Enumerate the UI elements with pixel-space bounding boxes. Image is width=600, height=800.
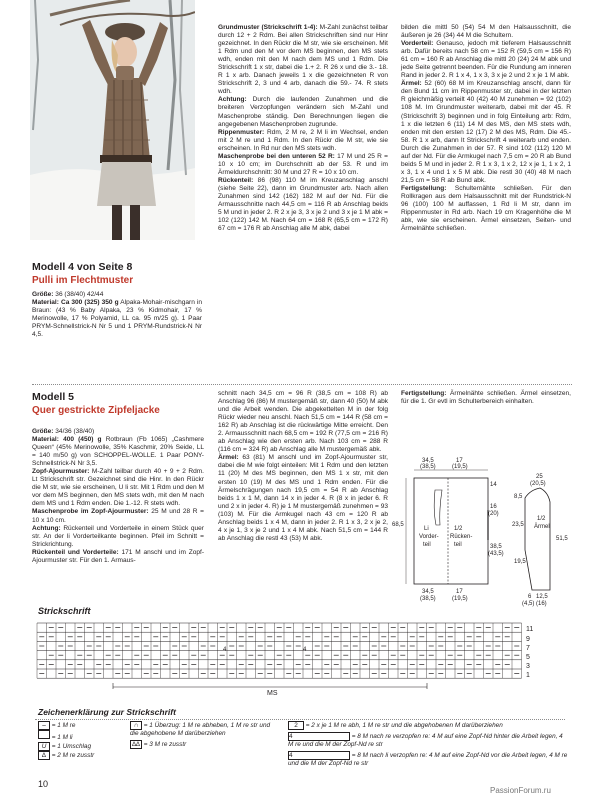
strickschrift-chart [35,617,560,697]
dim-top2b: (19,5) [452,464,468,470]
paragraph: Rückenteil und Vorderteile: 171 M anschl und im Zopf-Ajourmuster str. Für den 1. Armaus- [32,548,205,564]
label-aermel: Ärmel [534,524,550,530]
row-number: 7 [526,645,530,652]
dim-arm-top: 25 [536,474,543,480]
modell5-title: Modell 5 [32,391,75,403]
dim-top1b: (38,5) [420,464,436,470]
dim-bot2: 17 [456,589,463,595]
label-teil: teil [423,542,431,548]
legend-item: ∆∆ = 3 M re zusstr [130,740,275,749]
legend-item: ∆ = 2 M re zusstr [38,751,108,760]
dim-left-height: 68,5 [392,522,404,528]
dim-arm-bot4: (4,5) [522,601,535,607]
modell4-subtitle: Pulli im Flechtmuster [32,275,134,286]
schnitt-diagram [390,450,580,610]
ms-label: MS [267,690,278,697]
modell5-col1 [32,428,204,565]
paragraph: Ärmel: 52 (60) 68 M im Kreuzanschlag anschl, dann für den Bund 11 cm im Rippenmuster str, dabei in der letzten R gleichmäßig verteilt 40 (42) 40 M zunehmen = 92 (102) 108 M. Im Grundmuster weiterarb, dabei mit der 45. R (Strickschrift 3) beginnen und in folg Einteilung arb: Rdm, 1 x die letzten 6 (11) 14 M des MS, den MS stets wdh, enden mit den ersten 12 (17) 2 M des MS, Rdm. Die 45.- 58. R 1 x arb, dann It Strickschrift 4 weiterarb und enden. Durch die Zunahmen in der 57. R sind 102 (112) 120 M auf der Nd. Für die Armkugel nach 7,5 cm = 20 R ab Bund beids 5 M und in jeder 2. R 1 x 3, 1 x 2, 12 x je 1, 1 x 2, 1 x 3, 1 x 4 und 1 x 5 M abk. Die restl 30 (40) 48 M nach 21,5 cm = 58 R ab Bund abk. [401,80,571,184]
label-vorder: Vorder- [419,534,439,540]
paragraph: Zopf-Ajourmuster: M-Zahl teilbar durch 40 + 9 + 2 Rdm. Lt Strickschrift str. Gezeichnet sind die Hinr. In den Rückr die M str, wie sie erscheinen, U li str. Mit 1 Rdm und den M vor dem MS beginnen, den MS stets wdh, mit den M nach dem MS und 1 Rdm enden. Die 1.-12. R stets wdh. [32,468,204,508]
legend-item: ∩ = 1 Überzug: 1 M re abheben, 1 M re str und die abgehobene M darüberziehen [130,722,271,737]
paragraph: Rippenmuster: Rdm, 2 M re, 2 M li im Wechsel, enden mit 2 M re und 1 Rdm. In den Rückr die M str, wie sie erscheinen. In Rd nur den MS stets wdh. [218,128,388,152]
dim-top2: 17 [456,458,463,464]
cable-number: 4 [303,647,307,653]
modell4-title: Modell 4 von Seite 8 [32,261,133,273]
modell4-header [32,261,202,287]
paragraph: Größe: 34/36 (38/40) [32,428,95,435]
paragraph: schnitt nach 34,5 cm = 96 R (38,5 cm = 108 R) ab Anschlag 96 (86) M mustergemäß str, dann 40 (50) M abk und die Arbeit wenden. Die abgekettelten M in der folg Rückr wieder neu anschl. Nach 51,5 cm = 144 R (58 cm = 162 R) ab Anschlag ist die rückwärtige Mitte erreicht. Den 2. Armausschnitt nach 68,5 cm = 192 R (77,5 cm = 216 R) ab Anschlag wie den ersten arb. Nach 103 cm = 288 R (116 cm = 324 R) ab Anschlag alle M mustergemäß abk. [218,390,388,454]
legend-divider [35,719,565,720]
paragraph: Material: 400 (450) g Rotbraun (Fb 1065) „Cashmere Queen“ (45% Merinowolle, 35% Kaschmir, 20% Seide, LL = 140 m/50 g) von SCHOPPEL-WOLLE. 1 Paar PONY-Schnellstrick-N Nr 3,5. [32,436,205,468]
sleeve-outline [525,488,550,590]
dim-top1: 34,5 [422,458,434,464]
legend-col3 [288,721,568,768]
dim-r385b: (43,5) [488,551,504,557]
modell4-col3 [401,24,571,233]
label-ruecken: Rücken- [450,534,473,540]
dim-r385: 38,5 [490,544,502,550]
dim-arm-bot3: (16) [536,601,547,607]
modell4-material: Material: Ca 300 (325) 350 g Alpaka-Mohair-mischgarn in Braun: (43 % Baby Alpaka, 23 % Kidmohair, 17 % Merinowolle, 17 % Polyamid, LL ca. 95 m/25 g). 1 Paar PRYM-Schnellstrick-N Nr 5 und 1 PRYM-Rundstrick-N Nr 4,5. [32,299,202,339]
legend-item: 2 = 2 x je 1 M re abh, 1 M re str und die abgehobenen M darüberziehen [288,721,568,730]
paragraph: Maschenprobe im Zopf-Ajourmuster: 25 M und 28 R = 10 x 10 cm. [32,508,204,524]
paragraph: Fertigstellung: Schulternähte schließen. Für den Rollkragen aus dem Halsausschnitt mit der Rundstrick-N 96 (100) 100 M auffassen, 1 Rd li M str, dann im Rippenmuster in Rd arb. Nach 19 cm Kragenhöhe die M abk, wie sie erscheinen. Ärmel einsetzen, Seiten- und Ärmelnähte schließen. [401,184,571,233]
dim-arm-bot1: 6 [528,594,532,600]
section-divider [32,384,572,385]
dim-bot1b: (38,5) [420,596,436,602]
row-number: 5 [526,654,530,661]
dim-arm-235: 23,5 [512,522,524,528]
dim-arm-topb: (20,5) [530,481,546,487]
page-number: 10 [38,779,49,789]
strickschrift-title: Strickschrift [38,606,91,616]
label-arm-half: 1/2 [537,516,546,522]
row-number: 11 [526,626,534,633]
paragraph: Achtung: Durch die laufenden Zunahmen und die breiteren Verzopfungen verändern sich M-Zahl und Maschenprobe ständig. Den Berechnungen liegen die angegebenen Maschenproben zugrunde. [218,96,388,128]
photo-illustration [30,0,195,240]
modell5-col3 [401,390,571,406]
modell4-col1 [32,291,202,339]
legend-item: = 1 M li [38,730,108,742]
legend-col2 [130,721,275,749]
paragraph: bilden die mittl 50 (54) 54 M den Halsausschnitt, die äußeren je 26 (34) 44 M die Schultern. [401,24,571,40]
modell5-subtitle: Quer gestrickte Zipfeljacke [32,405,160,416]
paragraph: Ärmel: 63 (81) M anschl und im Zopf-Ajourmuster str, dabei die M wie folgt einteilen: Mit 1 Rdm und den letzten 11 (20) M des MS beginnen, den MS 1 x str, mit den ersten 10 (19) M des MS und 1 Rdm enden. Für die Ärmelschrägungen nach 19,5 cm = 54 R ab Anschlag beids 1 x 1 M, dann 14 x in jeder 4. R (8 x in jeder 6. R und 2 x in jeder 4. R) je 1 M mustergemäß zunehmen = 93 (103) M. Für die Armkugel nach 43 cm = 120 R ab Anschlag beids 1 x 4 M, dann in jeder 2. R 1 x 3, 2 x je 2, 4 x je 1, 3 x je 2 und 1 x 4 M abk. Nach 51,5 cm = 144 R ab Anschlag die restl 43 (53) M abk. [218,454,388,542]
row-number: 9 [526,636,530,643]
label-teil2: teil [454,542,462,548]
legend-item: U = 1 Umschlag [38,742,108,751]
legend-item: 4 = 8 M nach re verzopfen re: 4 M auf eine Zopf-Nd hinter die Arbeit legen, 4 M re und die M der Zopf-Nd re str [288,733,563,748]
dim-r16b: (20) [488,511,499,517]
chart-grid [37,623,522,678]
dim-bot1: 34,5 [422,589,434,595]
legend-item: 4 = 8 M nach li verzopfen re: 4 M auf eine Zopf-Nd vor die Arbeit legen, 4 M re und die M der Zopf-Nd re str [288,752,568,767]
row-number: 1 [526,672,530,679]
dim-arm-515: 51,5 [556,536,568,542]
legend-title: Zeichenerklärung zur Strickschrift [38,707,176,717]
paragraph: Grundmuster (Strickschrift 1-4): M-Zahl zunächst teilbar durch 12 + 2 Rdm. Bei allen Strickschriften sind nur Hinr gezeichnet. In den Rückr die M str, wie sie erscheinen. Mit 1 Rdm und den M vor dem MS beginnen, den MS stets wdh, enden mit den M nach dem MS und 1 Rdm. Die Strickschrift 1 x str, dabei die 1.+ 2. R 26 x und die 3.- 18. R 1 x arb. Danach jeweils 1 x die gezeichneten R von Strickschrift 2, 3 und 4 arb, danach die 59.- 74. R stets wdh. [218,24,388,96]
dim-arm-bot2: 12,5 [536,594,548,600]
paragraph: Rückenteil: 86 (98) 110 M im Kreuzanschlag anschl (siehe Seite 22), dann im Grundmuster arb. Nach allen Zunahmen sind 142 (162) 182 M auf der Nd. Für die Armausschnitte nach 44,5 cm = 116 R ab Anschlag beids 5 M und in jeder 2. R 2 x je 3, 3 x je 2 und 3 x je 1 M abk = 102 (122) 142 M. Nach 64 cm = 168 R (65,5 cm = 172 R) 67 cm = 176 R ab Anschlag alle M abk, dabei [218,176,388,233]
cable-number: 4 [223,647,227,653]
paragraph: Achtung: Rückenteil und Vorderteile in einem Stück quer str. An der li Vorderteilkante beginnen. Pfeil im Schnitt = Strickrichtung. [32,524,204,548]
dim-r14: 14 [490,482,497,488]
paragraph: Fertigstellung: Ärmelnähte schließen. Ärmel einsetzen, für die 1. Gr evtl im Schulterbereich einhalten. [401,390,571,406]
watermark: PassionForum.ru [490,786,551,795]
modell4-col2 [218,24,388,233]
paragraph: Vorderteil: Genauso, jedoch mit tieferem Halsausschnitt arb. Dafür bereits nach 58 cm = 152 R (59,5 cm = 156 R) 61 cm = 160 R ab Anschlag die mittl 20 (24) 24 M abk und jede Seite getrennt beenden. Für die Rundung am inneren Rand in jeder 2. R 1 x 4, 1 x 3, 3 x je 2 und 2 x je 1 M abk. [401,40,571,80]
row-number: 3 [526,663,530,670]
model-photo [30,0,195,240]
dim-arm-85: 8,5 [514,494,523,500]
dim-r16: 16 [490,504,497,510]
label-half: 1/2 [454,526,463,532]
paragraph: Maschenprobe bei den unteren 52 R: 17 M und 25 R = 10 x 10 cm; im Durchschnitt ab der 53. R und im Ärmeldurchschnitt: 30 M und 27 R = 10 x 10 cm. [218,152,389,176]
dim-arm-195: 19,5 [514,559,526,565]
modell5-col2 [218,390,388,543]
modell5-header [32,391,202,417]
label-li: Li [424,526,429,532]
legend-col1 [38,721,108,760]
legend-item: – = 1 M re [38,721,108,730]
modell4-size: Größe: 36 (38/40) 42/44 [32,291,104,298]
dim-bot2b: (19,5) [452,596,468,602]
